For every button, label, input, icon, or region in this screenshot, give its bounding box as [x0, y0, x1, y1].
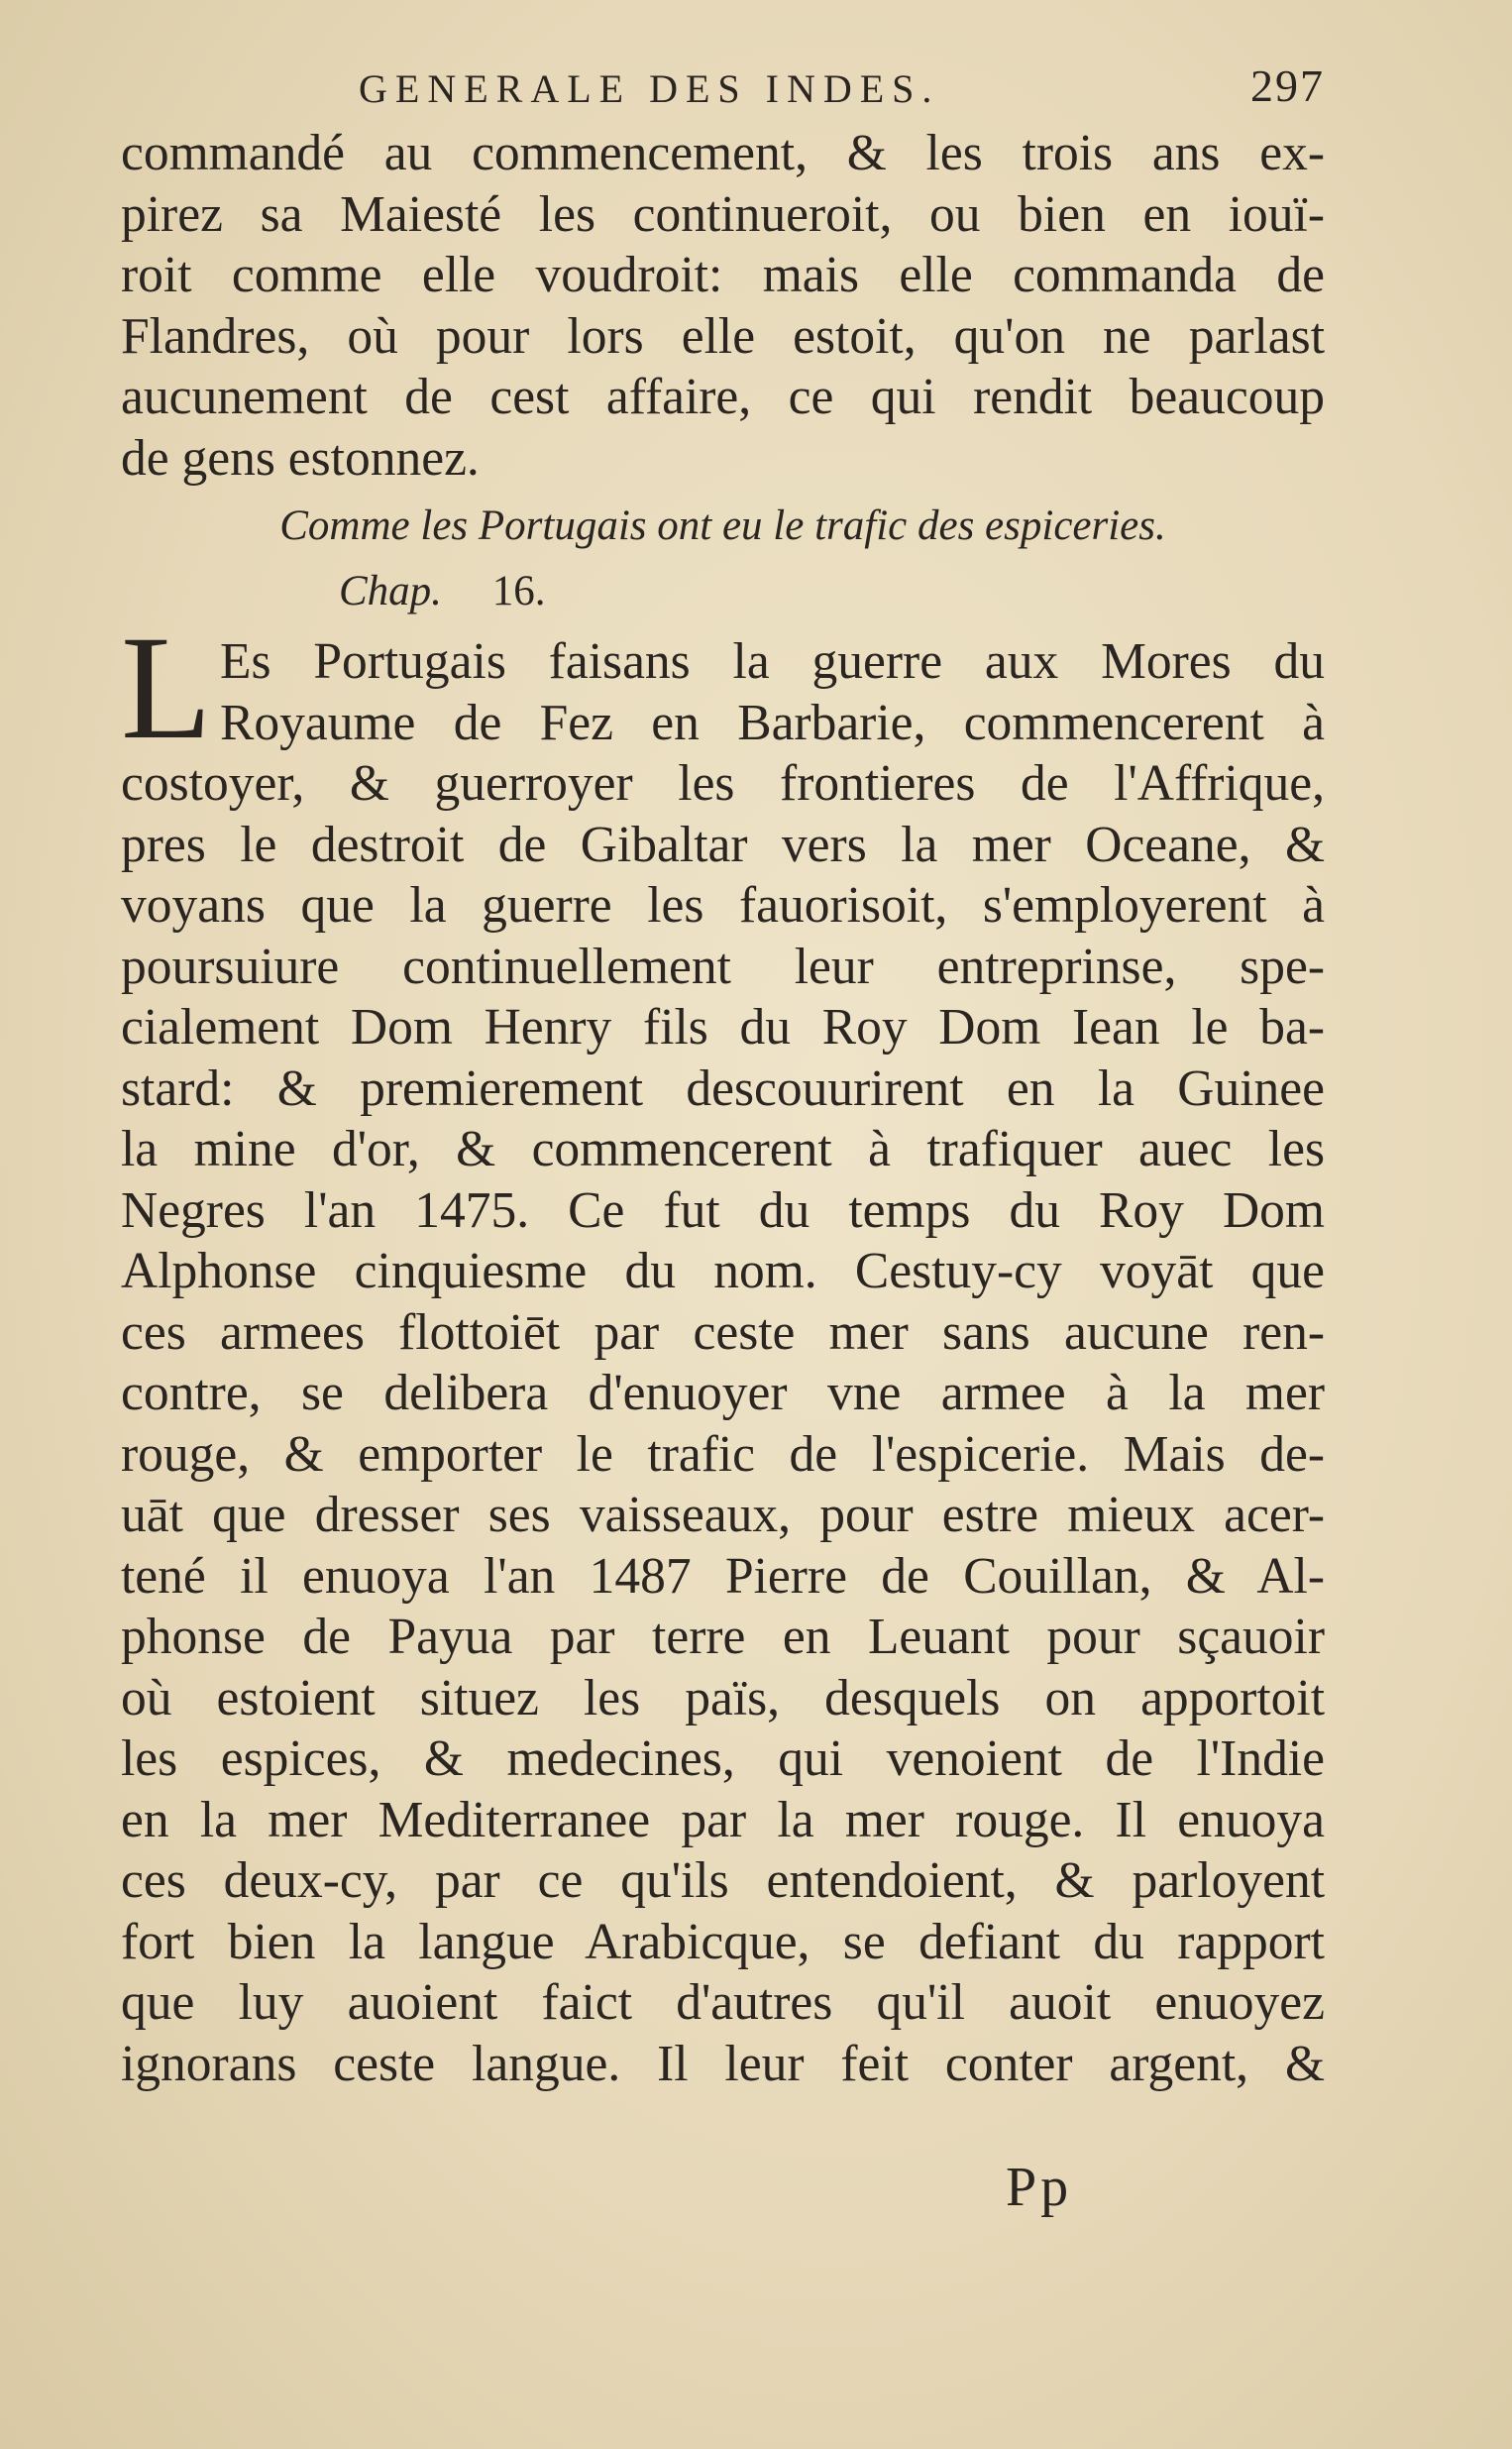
- text-line: Negres l'an 1475. Ce fut du temps du Roy Dom: [121, 1181, 1325, 1239]
- text-line: stard: & premierement descouurirent en la Guinee: [121, 1059, 1325, 1117]
- text-line: ces armees flottoiēt par ceste mer sans aucune ren-: [121, 1303, 1325, 1361]
- text-line: tené il enuoya l'an 1487 Pierre de Couillan, & Al-: [121, 1547, 1325, 1605]
- chapter-paragraph: [121, 606, 1325, 2094]
- text-line: Flandres, où pour lors elle estoit, qu'on ne parlast: [121, 307, 1325, 365]
- text-line: uāt que dresser ses vaisseaux, pour estre mieux acer-: [121, 1487, 1325, 1543]
- text-line: que luy auoient faict d'autres qu'il auoit enuoyez: [121, 1974, 1325, 2031]
- running-title: GENERALE DES INDES.: [359, 66, 940, 111]
- chapter-label-text: Chap.: [339, 568, 442, 614]
- text-line: pres le destroit de Gibaltar vers la mer Oceane, &: [121, 816, 1325, 873]
- drop-cap: L: [121, 606, 212, 770]
- text-line: voyans que la guerre les fauorisoit, s'employerent à: [121, 877, 1325, 934]
- chapter-heading: Comme les Portugais ont eu le trafic des espiceries.: [279, 502, 1166, 549]
- chapter-number: 16.: [491, 568, 546, 614]
- signature-mark: Pp: [1006, 2157, 1073, 2218]
- text-line: où estoient situez les païs, desquels on apportoit: [121, 1669, 1325, 1726]
- text-line: costoyer, & guerroyer les frontieres de l'Affrique,: [121, 755, 1325, 812]
- running-head: [121, 59, 1325, 123]
- text-line: cialement Dom Henry fils du Roy Dom Iean le ba-: [121, 999, 1325, 1056]
- text-block: [121, 59, 1325, 2094]
- text-line: la mine d'or, & commencerent à trafiquer auec les: [121, 1121, 1325, 1177]
- page-number: 297: [1250, 60, 1325, 111]
- text-line: Royaume de Fez en Barbarie, commencerent à: [220, 694, 1325, 751]
- text-line: phonse de Payua par terre en Leuant pour sçauoir: [121, 1609, 1325, 1665]
- text-line: ignorans ceste langue. Il leur feit conter argent, &: [121, 2035, 1325, 2092]
- text-line: poursuiure continuellement leur entreprinse, spe-: [121, 938, 1325, 995]
- continued-paragraph: [121, 123, 1325, 489]
- text-line: contre, se delibera d'enuoyer vne armee à la mer: [121, 1365, 1325, 1421]
- text-line: pirez sa Maiesté les continueroit, ou bien en iouï-: [121, 185, 1325, 243]
- text-line: Alphonse cinquiesme du nom. Cestuy-cy voyāt que: [121, 1243, 1325, 1299]
- text-line: de gens estonnez.: [121, 429, 480, 487]
- text-line: ces deux-cy, par ce qu'ils entendoient, & parloyent: [121, 1852, 1325, 1909]
- text-line: rouge, & emporter le trafic de l'espicerie. Mais de-: [121, 1425, 1325, 1483]
- text-line: en la mer Mediterranee par la mer rouge. Il enuoya: [121, 1791, 1325, 1848]
- text-line: Es Portugais faisans la guerre aux Mores du: [220, 633, 1325, 690]
- text-line: roit comme elle voudroit: mais elle commanda de: [121, 247, 1325, 303]
- text-line: les espices, & medecines, qui venoient de l'Indie: [121, 1730, 1325, 1787]
- text-line: fort bien la langue Arabicque, se defiant du rapport: [121, 1913, 1325, 1970]
- text-line: commandé au commencement, & les trois ans ex-: [121, 125, 1325, 181]
- text-line: aucunement de cest affaire, ce qui rendit beaucoup: [121, 369, 1325, 425]
- chapter-label: [121, 562, 1325, 621]
